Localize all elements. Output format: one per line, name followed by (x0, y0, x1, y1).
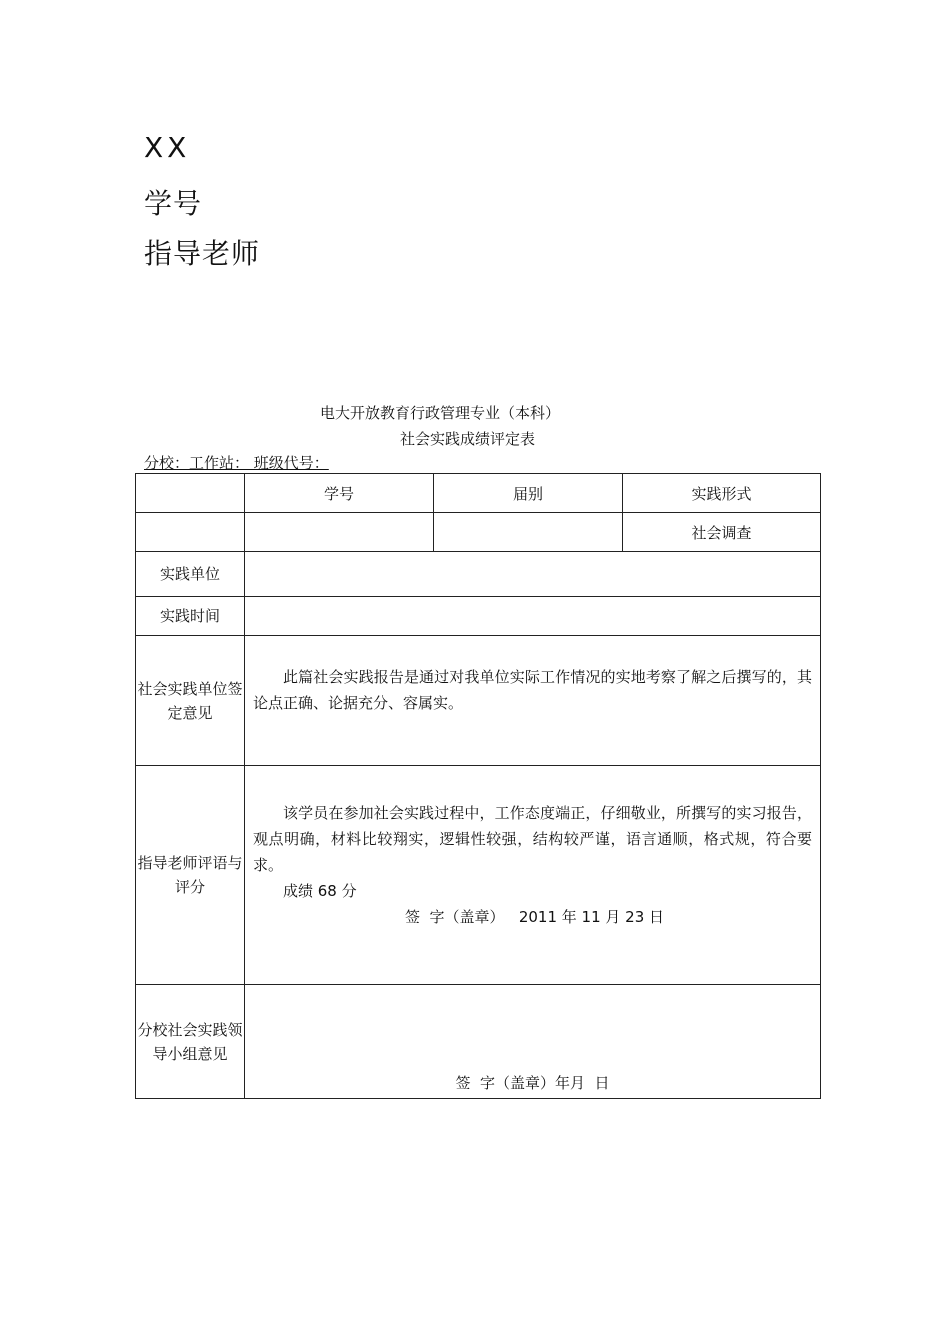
student-no-value (245, 513, 434, 552)
header-practice-form: 实践形式 (623, 474, 821, 513)
label-practice-unit: 实践单位 (136, 552, 245, 597)
branch-opinion-cell (245, 985, 821, 1099)
form-title: 电大开放教育行政管理专业（本科） (320, 404, 561, 422)
table-row (136, 474, 821, 513)
cover-name: XX (144, 131, 191, 164)
session-value (434, 513, 623, 552)
practice-form-value: 社会调查 (623, 513, 821, 552)
label-teacher-comment: 指导老师评语与评分 (136, 766, 245, 985)
cover-supervisor: 指导老师 (144, 237, 261, 270)
table-row (136, 766, 821, 985)
header-student-no: 学号 (245, 474, 434, 513)
empty-cell (136, 513, 245, 552)
practice-unit-value (245, 552, 821, 597)
form-subtitle: 社会实践成绩评定表 (400, 430, 536, 448)
label-unit-opinion: 社会实践单位签定意见 (136, 636, 245, 766)
teacher-comment-text: 该学员在参加社会实践过程中，工作态度端正，仔细敬业，所撰写的实习报告，观点明确，材料比较翔实，逻辑性较强，结构较严谨，语言通顺，格式规，符合要求。 (253, 804, 812, 874)
unit-opinion-cell (245, 636, 821, 766)
table-row (136, 636, 821, 766)
teacher-comment-cell (245, 766, 821, 985)
unit-opinion-text: 此篇社会实践报告是通过对我单位实际工作情况的实地考察了解之后撰写的，其论点正确、论据充分、容属实。 (253, 668, 812, 712)
empty-cell (136, 474, 245, 513)
evaluation-table (135, 473, 821, 1099)
table-row (136, 552, 821, 597)
table-row (136, 513, 821, 552)
table-row (136, 985, 821, 1099)
header-session: 届别 (434, 474, 623, 513)
branch-signature: 签 字（盖章）年月 日 (455, 1074, 610, 1092)
form-meta-line: 分校：工作站： 班级代号： (144, 454, 329, 472)
practice-time-value (245, 597, 821, 636)
teacher-signature: 签 字（盖章） 2011 年 11 月 23 日 (405, 908, 665, 926)
cover-student-number: 学号 (144, 187, 203, 220)
label-practice-time: 实践时间 (136, 597, 245, 636)
grade-text: 成绩 68 分 (283, 882, 357, 900)
table-row (136, 597, 821, 636)
label-branch-opinion: 分校社会实践领导小组意见 (136, 985, 245, 1099)
